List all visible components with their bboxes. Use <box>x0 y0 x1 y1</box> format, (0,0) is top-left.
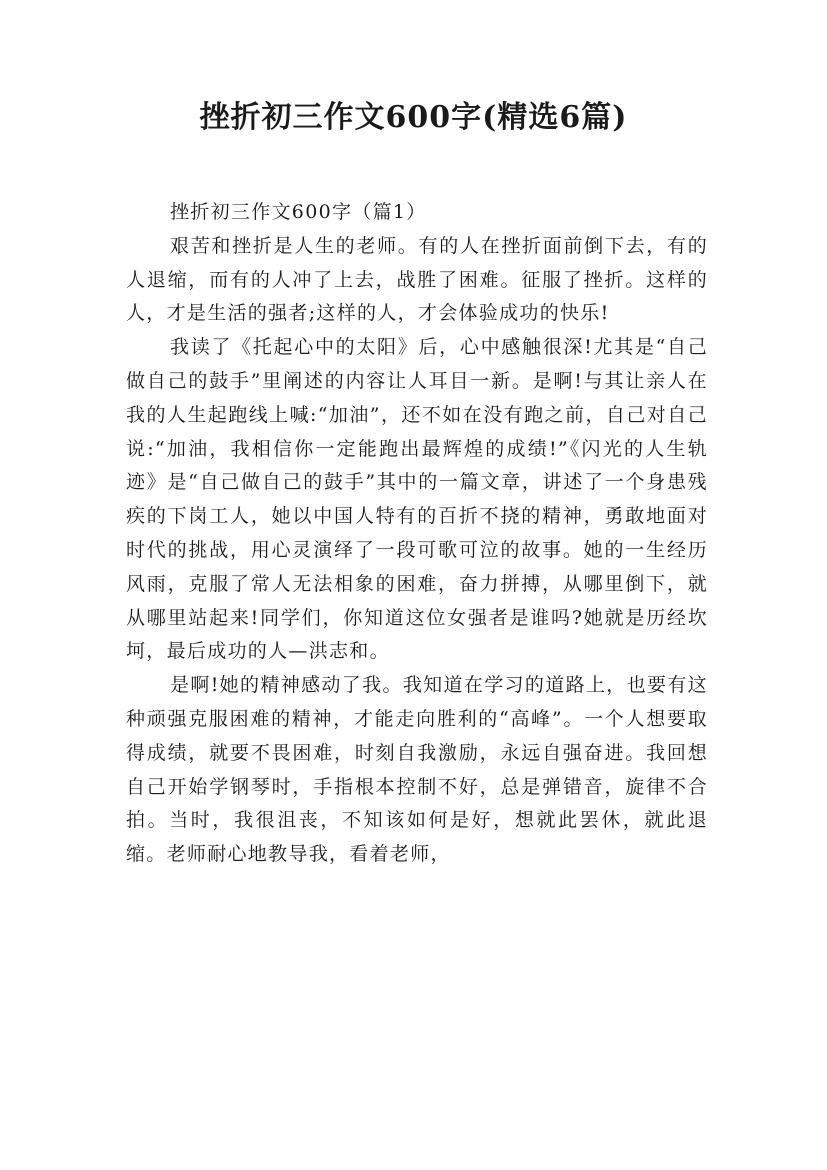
paragraph-1: 艰苦和挫折是人生的老师。有的人在挫折面前倒下去，有的人退缩，而有的人冲了上去，战胜了困难。征服了挫折。这样的人，才是生活的强者;这样的人，才会体验成功的快乐! <box>126 234 708 325</box>
paragraph-2: 我读了《托起心中的太阳》后，心中感触很深!尤其是“自己做自己的鼓手”里阐述的内容让人耳目一新。是啊!与其让亲人在我的人生起跑线上喊:“加油”，还不如在没有跑之前，自己对自己说:“加油，我相信你一定能跑出最辉煌的成绩!”《闪光的人生轨迹》是“自己做自己的鼓手”其中的一篇文章，讲述了一个身患残疾的下岗工人，她以中国人特有的百折不挠的精神，勇敢地面对时代的挑战，用心灵演绎了一段可歌可泣的故事。她的一生经历风雨，克服了常人无法相象的困难，奋力拼搏，从哪里倒下，就从哪里站起来!同学们，你知道这位女强者是谁吗?她就是历经坎坷，最后成功的人—洪志和。 <box>126 336 708 663</box>
section-heading: 挫折初三作文600字（篇1） <box>170 201 427 223</box>
article-body <box>126 196 708 872</box>
paragraph-3: 是啊!她的精神感动了我。我知道在学习的道路上，也要有这种顽强克服困难的精神，才能走向胜利的“高峰”。一个人想要取得成绩，就要不畏困难，时刻自我激励，永远自强奋进。我回想自己开始学钢琴时，手指根本控制不好，总是弹错音，旋律不合拍。当时，我很沮丧，不知该如何是好，想就此罢休，就此退缩。老师耐心地教导我，看着老师， <box>126 674 708 866</box>
document-title: 挫折初三作文600字(精选6篇) <box>199 100 628 135</box>
